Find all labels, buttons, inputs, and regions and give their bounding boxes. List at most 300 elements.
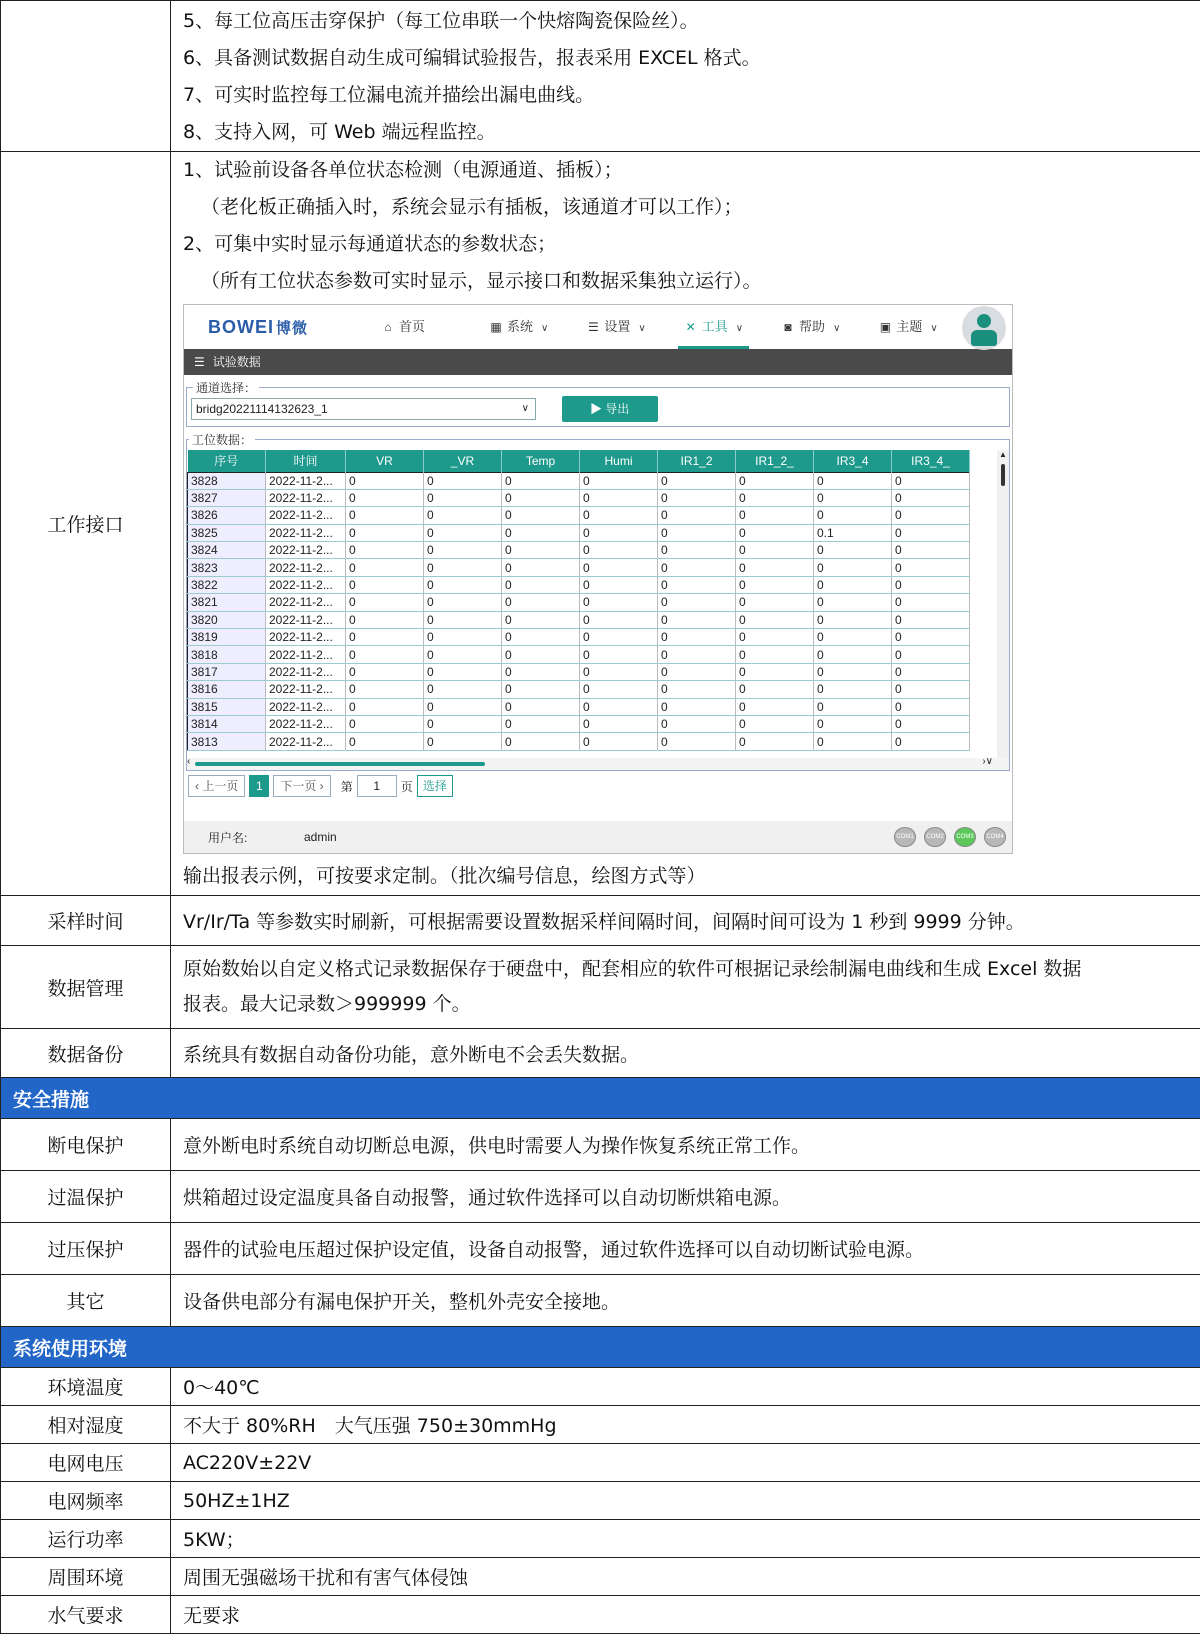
nav-label: 帮助 — [799, 319, 826, 334]
sampling-value: Vr/Ir/Ta 等参数实时刷新，可根据需要设置数据采样间隔时间，间隔时间可设为 1 秒到 9999 分钟。 — [171, 896, 1200, 946]
grid-cell: 3827 — [188, 489, 266, 506]
export-button[interactable] — [562, 396, 658, 422]
safety-value: 烘箱超过设定温度具备自动报警，通过软件选择可以自动切断烘箱电源。 — [171, 1171, 1200, 1223]
grid-cell: 2022-11-2... — [266, 681, 346, 698]
grid-cell: 0 — [580, 489, 658, 506]
grid-cell: 0 — [424, 611, 502, 628]
feature-line: 7、可实时监控每工位漏电流并描绘出漏电曲线。 — [183, 84, 595, 106]
prev-page-button[interactable]: ‹ 上一页 — [188, 775, 245, 797]
user-value: admin — [304, 830, 337, 844]
backup-row — [1, 1029, 1200, 1078]
grid-cell: 0 — [892, 542, 970, 559]
safety-row — [1, 1275, 1200, 1327]
grid-cell: 0 — [580, 681, 658, 698]
env-row — [1, 1406, 1200, 1444]
grid-cell: 0 — [892, 663, 970, 680]
env-value: 不大于 80%RH 大气压强 750±30mmHg — [171, 1406, 1200, 1444]
grid-cell: 3819 — [188, 629, 266, 646]
grid-cell: 0 — [736, 733, 814, 750]
panel-title: 试验数据 — [212, 355, 261, 369]
grid-cell: 0 — [814, 681, 892, 698]
grid-cell: 0 — [424, 733, 502, 750]
grid-cell: 0 — [424, 524, 502, 541]
features-row — [1, 1, 1200, 152]
grid-cell: 3824 — [188, 542, 266, 559]
grid-cell: 2022-11-2... — [266, 489, 346, 506]
grid-cell: 0 — [424, 698, 502, 715]
safety-label: 过温保护 — [1, 1171, 171, 1223]
grid-cell: 0 — [346, 733, 424, 750]
user-label: 用户名: — [208, 830, 248, 845]
grid-cell: 0 — [892, 629, 970, 646]
grid-cell: 0 — [892, 507, 970, 524]
com2-indicator: COM2 — [924, 827, 946, 847]
table-row[interactable] — [188, 629, 970, 646]
grid-cell: 0 — [814, 629, 892, 646]
nav-system[interactable] — [477, 305, 560, 349]
grid-cell: 0 — [814, 715, 892, 732]
grid-cell: 3826 — [188, 507, 266, 524]
chevron-right-icon: ›∨ — [982, 756, 993, 767]
app-screenshot — [183, 304, 1013, 854]
com3-indicator: COM3 — [954, 827, 976, 847]
nav-label: 工具 — [701, 319, 728, 334]
scroll-thumb[interactable] — [195, 762, 485, 766]
nav-label: 系统 — [507, 319, 534, 334]
grid-cell: 0 — [424, 489, 502, 506]
grid-cell: 0 — [346, 542, 424, 559]
env-label: 运行功率 — [1, 1520, 171, 1558]
work-interface-cell — [171, 152, 1200, 896]
safety-label: 过压保护 — [1, 1223, 171, 1275]
table-row[interactable] — [188, 576, 970, 593]
safety-value: 设备供电部分有漏电保护开关，整机外壳安全接地。 — [171, 1275, 1200, 1327]
grid-cell: 0 — [346, 663, 424, 680]
grid-cell: 0 — [346, 646, 424, 663]
grid-cell: 0 — [814, 698, 892, 715]
com4-indicator: COM4 — [984, 827, 1006, 847]
safety-value: 器件的试验电压超过保护设定值，设备自动报警，通过软件选择可以自动切断试验电源。 — [171, 1223, 1200, 1275]
grid-cell: 0 — [892, 559, 970, 576]
safety-label: 断电保护 — [1, 1119, 171, 1171]
nav-theme[interactable] — [866, 305, 949, 349]
grid-cell: 0 — [814, 611, 892, 628]
grid-cell: 2022-11-2... — [266, 472, 346, 489]
grid-cell: 0 — [658, 524, 736, 541]
grid-column-header[interactable]: VR — [346, 450, 424, 472]
data-mgmt-line: 原始数始以自定义格式记录数据保存于硬盘中，配套相应的软件可根据记录绘制漏电曲线和生成 Excel 数据 — [183, 958, 1082, 980]
env-value: 50HZ±1HZ — [171, 1482, 1200, 1520]
grid-column-header[interactable]: 序号 — [188, 450, 266, 472]
wi-line: 2、可集中实时显示每通道状态的参数状态； — [183, 233, 557, 255]
grid-cell: 0 — [892, 681, 970, 698]
env-row — [1, 1444, 1200, 1482]
work-interface-row — [1, 152, 1200, 896]
grid-cell: 0 — [658, 663, 736, 680]
grid-cell: 0 — [424, 576, 502, 593]
grid-cell: 0 — [580, 663, 658, 680]
grid-cell: 3818 — [188, 646, 266, 663]
page-ye-label: 页 — [400, 779, 413, 794]
grid-column-header[interactable]: IR1_2_ — [736, 450, 814, 472]
grid-cell: 3828 — [188, 472, 266, 489]
safety-heading-row — [1, 1078, 1200, 1119]
env-row — [1, 1596, 1200, 1634]
grid-cell: 0 — [658, 611, 736, 628]
grid-cell: 0 — [814, 489, 892, 506]
env-label: 相对湿度 — [1, 1406, 171, 1444]
grid-cell: 0 — [814, 559, 892, 576]
env-heading: 系统使用环境 — [1, 1327, 1200, 1368]
status-bar — [184, 821, 1012, 853]
image-icon: ▣ — [879, 320, 892, 334]
chevron-down-icon: ∨ — [833, 323, 841, 334]
pager — [184, 771, 1012, 801]
grid-cell: 3820 — [188, 611, 266, 628]
grid-cell: 0 — [580, 733, 658, 750]
table-row[interactable] — [188, 698, 970, 715]
page-di-label: 第 — [340, 779, 353, 794]
grid-cell: 0 — [658, 559, 736, 576]
grid-column-header[interactable]: Temp — [502, 450, 580, 472]
grid-cell: 0 — [580, 611, 658, 628]
wi-line: （老化板正确插入时，系统会显示有插板，该通道才可以工作）； — [201, 196, 743, 218]
grid-cell: 0 — [736, 611, 814, 628]
env-value: 0～40℃ — [171, 1368, 1200, 1406]
grid-cell: 0 — [658, 698, 736, 715]
grid-cell: 3814 — [188, 715, 266, 732]
grid-cell: 0 — [346, 715, 424, 732]
panel-titlebar — [184, 349, 1012, 375]
grid-column-header[interactable]: Humi — [580, 450, 658, 472]
nav-settings[interactable] — [574, 305, 657, 349]
grid-cell: 0 — [892, 472, 970, 489]
grid-cell: 3817 — [188, 663, 266, 680]
chevron-down-icon: ∨ — [521, 403, 529, 414]
grid-cell: 0 — [736, 629, 814, 646]
grid-cell: 3816 — [188, 681, 266, 698]
grid-cell: 0 — [658, 472, 736, 489]
channel-value: bridg20221114132623_1 — [196, 402, 328, 416]
grid-cell: 0 — [892, 646, 970, 663]
scroll-thumb[interactable] — [1001, 464, 1005, 486]
feature-line: 8、支持入网，可 Web 端远程监控。 — [183, 121, 496, 143]
grid-cell: 0 — [736, 524, 814, 541]
grid-cell: 2022-11-2... — [266, 524, 346, 541]
grid-cell: 0 — [346, 559, 424, 576]
grid-body — [188, 472, 970, 750]
grid-cell: 0 — [346, 472, 424, 489]
nav-tools[interactable] — [672, 305, 755, 349]
table-row[interactable] — [188, 681, 970, 698]
grid-cell: 0 — [424, 507, 502, 524]
table-row[interactable] — [188, 663, 970, 680]
grid-cell: 2022-11-2... — [266, 663, 346, 680]
grid-cell: 0 — [346, 681, 424, 698]
grid-cell: 2022-11-2... — [266, 715, 346, 732]
grid-cell: 0 — [502, 733, 580, 750]
grid-cell: 0 — [424, 542, 502, 559]
grid-cell: 0 — [658, 594, 736, 611]
grid-cell: 0 — [580, 524, 658, 541]
grid-cell: 0 — [502, 698, 580, 715]
channel-group — [186, 379, 1010, 427]
chevron-left-icon: ‹ — [187, 756, 191, 767]
grid-cell: 0 — [502, 489, 580, 506]
grid-cell: 0 — [346, 507, 424, 524]
grid-cell: 0 — [892, 489, 970, 506]
grid-cell: 0 — [814, 594, 892, 611]
grid-cell: 0 — [580, 559, 658, 576]
backup-label: 数据备份 — [1, 1029, 171, 1078]
grid-cell: 0 — [424, 663, 502, 680]
grid-cell: 0 — [502, 542, 580, 559]
feature-line: 6、具备测试数据自动生成可编辑试验报告，报表采用 EXCEL 格式。 — [183, 47, 761, 69]
table-row[interactable] — [188, 507, 970, 524]
env-row — [1, 1558, 1200, 1596]
database-icon: ☰ — [194, 355, 205, 369]
grid-cell: 3821 — [188, 594, 266, 611]
nav-home[interactable] — [369, 305, 437, 349]
grid-cell: 2022-11-2... — [266, 507, 346, 524]
grid-cell: 0 — [658, 629, 736, 646]
grid-cell: 0.1 — [814, 524, 892, 541]
horizontal-scrollbar[interactable] — [187, 758, 1009, 770]
env-value: AC220V±22V — [171, 1444, 1200, 1482]
table-row[interactable] — [188, 715, 970, 732]
grid-cell: 0 — [580, 576, 658, 593]
grid-cell: 2022-11-2... — [266, 733, 346, 750]
grid-cell: 0 — [814, 576, 892, 593]
env-row — [1, 1368, 1200, 1406]
chevron-down-icon: ∨ — [735, 323, 744, 334]
wi-line: （所有工位状态参数可实时显示，显示接口和数据采集独立运行）。 — [201, 270, 762, 292]
grid-cell: 2022-11-2... — [266, 542, 346, 559]
env-row — [1, 1520, 1200, 1558]
help-icon: ◙ — [784, 320, 792, 334]
env-label: 电网电压 — [1, 1444, 171, 1482]
grid-cell: 0 — [580, 594, 658, 611]
home-icon: ⌂ — [384, 320, 392, 334]
data-grid-wrap — [187, 450, 1009, 758]
grid-column-header[interactable]: IR3_4_ — [892, 450, 970, 472]
grid-cell: 0 — [736, 594, 814, 611]
grid-cell: 0 — [502, 524, 580, 541]
nav-help[interactable] — [769, 305, 852, 349]
env-value: 无要求 — [171, 1596, 1200, 1634]
grid-cell: 0 — [658, 507, 736, 524]
grid-cell: 3815 — [188, 698, 266, 715]
app-navbar — [184, 305, 1012, 349]
grid-cell: 0 — [736, 472, 814, 489]
grid-cell: 0 — [580, 698, 658, 715]
grid-column-header[interactable]: 时间 — [266, 450, 346, 472]
grid-cell: 0 — [736, 663, 814, 680]
vertical-scrollbar[interactable] — [997, 450, 1009, 758]
page-go-button[interactable]: 选择 — [417, 775, 453, 797]
windows-icon: ▦ — [490, 320, 502, 334]
grid-cell: 0 — [658, 681, 736, 698]
grid-cell: 0 — [814, 542, 892, 559]
grid-cell: 3822 — [188, 576, 266, 593]
grid-column-header[interactable]: _VR — [424, 450, 502, 472]
safety-heading: 安全措施 — [1, 1078, 1200, 1119]
env-label: 水气要求 — [1, 1596, 171, 1634]
grid-cell: 0 — [580, 507, 658, 524]
chevron-up-icon: ▲ — [999, 450, 1007, 459]
table-row[interactable] — [188, 594, 970, 611]
grid-column-header[interactable]: IR1_2 — [658, 450, 736, 472]
grid-cell: 0 — [736, 542, 814, 559]
grid-cell: 0 — [658, 646, 736, 663]
features-cell — [171, 1, 1200, 152]
grid-cell: 0 — [892, 594, 970, 611]
list-icon: ☰ — [587, 320, 599, 334]
chevron-down-icon: ∨ — [638, 323, 646, 334]
grid-cell: 0 — [346, 594, 424, 611]
safety-value: 意外断电时系统自动切断总电源，供电时需要人为操作恢复系统正常工作。 — [171, 1119, 1200, 1171]
app-logo — [184, 317, 339, 338]
env-value: 5KW； — [171, 1520, 1200, 1558]
grid-cell: 0 — [502, 646, 580, 663]
grid-cell: 0 — [736, 576, 814, 593]
table-row[interactable] — [188, 611, 970, 628]
grid-cell: 0 — [424, 715, 502, 732]
logo-cn: 博微 — [276, 319, 309, 337]
safety-row — [1, 1223, 1200, 1275]
export-icon: ▶ — [589, 402, 606, 416]
table-row[interactable] — [188, 733, 970, 750]
chevron-down-icon: ∨ — [541, 323, 549, 334]
grid-cell: 0 — [502, 559, 580, 576]
grid-cell: 0 — [424, 594, 502, 611]
grid-cell: 0 — [502, 594, 580, 611]
grid-cell: 0 — [814, 472, 892, 489]
grid-cell: 0 — [736, 698, 814, 715]
feature-line: 5、每工位高压击穿保护（每工位串联一个快熔陶瓷保险丝）。 — [183, 10, 699, 32]
grid-cell: 0 — [502, 576, 580, 593]
grid-cell: 0 — [658, 733, 736, 750]
grid-cell: 3825 — [188, 524, 266, 541]
avatar[interactable] — [962, 306, 1006, 350]
grid-cell: 0 — [502, 472, 580, 489]
grid-column-header[interactable]: IR3_4 — [814, 450, 892, 472]
grid-cell: 0 — [814, 733, 892, 750]
table-row[interactable] — [188, 524, 970, 541]
grid-header-row — [188, 450, 970, 472]
page-number-current[interactable]: 1 — [249, 775, 269, 797]
chevron-down-icon: ∨ — [930, 323, 938, 334]
grid-cell: 0 — [580, 629, 658, 646]
grid-cell: 0 — [736, 507, 814, 524]
grid-cell: 2022-11-2... — [266, 559, 346, 576]
grid-cell: 0 — [814, 663, 892, 680]
grid-cell: 0 — [502, 715, 580, 732]
sampling-label: 采样时间 — [1, 896, 171, 946]
grid-cell: 0 — [736, 559, 814, 576]
grid-cell: 0 — [658, 576, 736, 593]
grid-cell: 0 — [892, 715, 970, 732]
nav-label: 首页 — [399, 319, 426, 334]
grid-cell: 0 — [892, 698, 970, 715]
table-row[interactable] — [188, 489, 970, 506]
station-legend: 工位数据： — [192, 433, 253, 447]
safety-row — [1, 1119, 1200, 1171]
grid-cell: 0 — [580, 542, 658, 559]
grid-cell: 0 — [502, 507, 580, 524]
grid-cell: 2022-11-2... — [266, 611, 346, 628]
grid-cell: 0 — [346, 489, 424, 506]
grid-cell: 0 — [502, 681, 580, 698]
grid-cell: 2022-11-2... — [266, 576, 346, 593]
grid-cell: 0 — [580, 715, 658, 732]
data-grid — [187, 450, 970, 751]
grid-cell: 0 — [424, 559, 502, 576]
grid-cell: 0 — [892, 576, 970, 593]
grid-cell: 0 — [736, 489, 814, 506]
grid-cell: 0 — [892, 524, 970, 541]
grid-cell: 0 — [814, 507, 892, 524]
com1-indicator: COM1 — [894, 827, 916, 847]
table-row[interactable] — [188, 542, 970, 559]
env-row — [1, 1482, 1200, 1520]
next-page-button[interactable]: 下一页 › — [273, 775, 330, 797]
table-row[interactable] — [188, 646, 970, 663]
safety-row — [1, 1171, 1200, 1223]
grid-cell: 0 — [892, 611, 970, 628]
nav-label: 主题 — [896, 319, 923, 334]
grid-cell: 0 — [346, 629, 424, 646]
grid-cell: 2022-11-2... — [266, 594, 346, 611]
table-row[interactable] — [188, 559, 970, 576]
safety-label: 其它 — [1, 1275, 171, 1327]
grid-cell: 0 — [580, 646, 658, 663]
grid-cell: 0 — [736, 715, 814, 732]
grid-cell: 0 — [346, 576, 424, 593]
grid-cell: 2022-11-2... — [266, 698, 346, 715]
channel-select[interactable] — [191, 398, 536, 420]
channel-legend: 通道选择： — [196, 381, 257, 395]
grid-cell: 0 — [736, 681, 814, 698]
tools-icon: ✕ — [685, 320, 696, 334]
data-mgmt-line: 报表。最大记录数＞999999 个。 — [183, 993, 471, 1015]
grid-cell: 0 — [736, 646, 814, 663]
work-interface-label: 工作接口 — [1, 152, 171, 896]
grid-cell: 3813 — [188, 733, 266, 750]
backup-value: 系统具有数据自动备份功能，意外断电不会丢失数据。 — [171, 1029, 1200, 1078]
grid-cell: 0 — [658, 715, 736, 732]
wi-line: 1、试验前设备各单位状态检测（电源通道、插板）； — [183, 159, 623, 181]
station-group — [186, 431, 1010, 771]
env-label: 电网频率 — [1, 1482, 171, 1520]
grid-cell: 0 — [424, 629, 502, 646]
grid-cell: 2022-11-2... — [266, 646, 346, 663]
page-input[interactable]: 1 — [357, 775, 397, 797]
sampling-row — [1, 896, 1200, 946]
env-heading-row — [1, 1327, 1200, 1368]
grid-cell: 0 — [346, 611, 424, 628]
features-label-cell — [1, 1, 171, 152]
grid-cell: 0 — [502, 663, 580, 680]
data-mgmt-label: 数据管理 — [1, 946, 171, 1029]
table-row[interactable] — [188, 472, 970, 489]
grid-cell: 0 — [814, 646, 892, 663]
data-mgmt-row — [1, 946, 1200, 1029]
grid-cell: 0 — [346, 698, 424, 715]
grid-cell: 0 — [892, 733, 970, 750]
logo-text: BOWEI — [208, 316, 274, 337]
grid-cell: 0 — [424, 646, 502, 663]
